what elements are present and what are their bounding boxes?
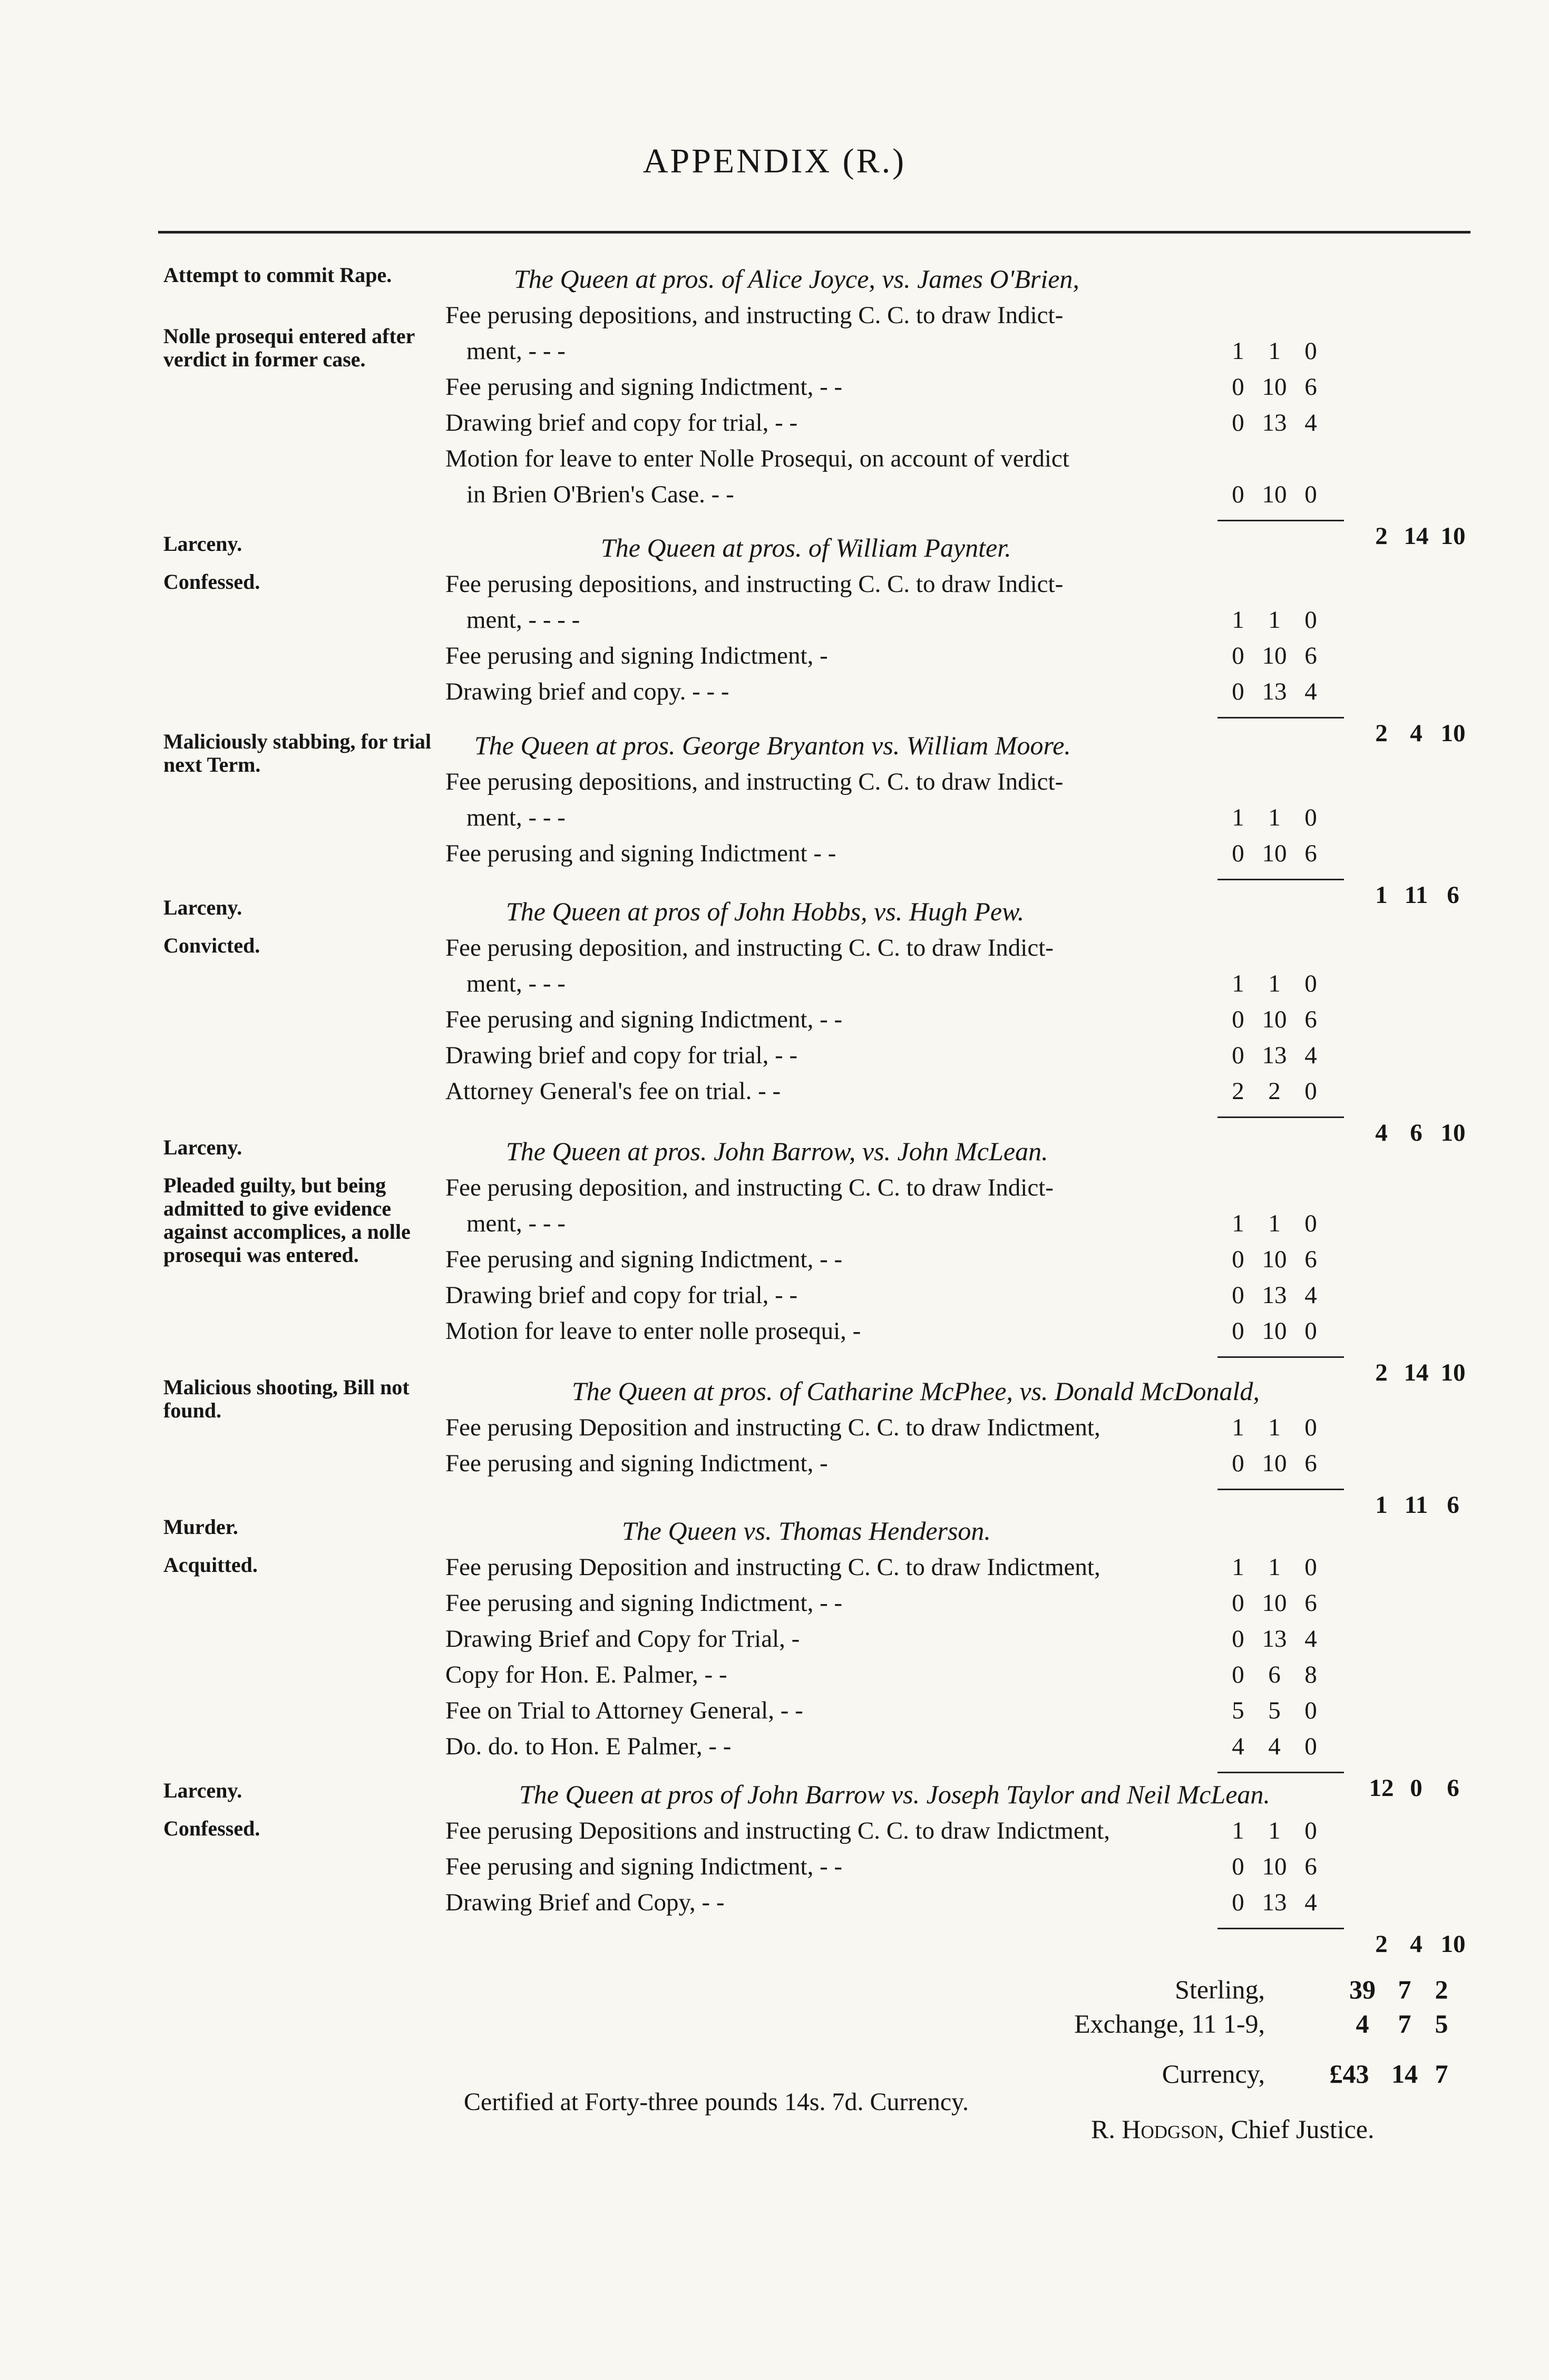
- fee-pence: 8: [1304, 1661, 1317, 1688]
- fee-pounds: 0: [1232, 1042, 1244, 1069]
- fee-description-line: ment, - - -: [466, 337, 566, 365]
- fee-amount: [1223, 1410, 1326, 1445]
- margin-note: Malicious shooting, Bill not found.: [163, 1375, 410, 1422]
- fee-description: [445, 1241, 1183, 1277]
- fee-pounds: 4: [1232, 1733, 1244, 1760]
- fee-shillings: 10: [1262, 373, 1287, 401]
- certification-line: Certified at Forty-three pounds 14s. 7d. Currency.: [464, 2088, 969, 2116]
- fee-pounds: 0: [1232, 1889, 1244, 1916]
- fee-description: [445, 441, 1183, 512]
- fee-pounds: 1: [1232, 606, 1244, 634]
- fee-shillings: 1: [1268, 606, 1281, 634]
- signature-line: [1091, 2114, 1374, 2144]
- fee-description-line: Fee perusing depositions, and instructing C. C. to draw Indict-: [445, 768, 1064, 795]
- sterling-pence: 2: [1435, 1975, 1448, 2004]
- case-caption: The Queen at pros. of Alice Joyce, vs. James O'Brien,: [514, 264, 1079, 294]
- fee-shillings: 1: [1268, 1817, 1281, 1844]
- fee-description-line: Attorney General's fee on trial. - -: [445, 1077, 781, 1105]
- case-subtotal: [1365, 719, 1472, 747]
- fee-pence: 4: [1304, 1042, 1317, 1069]
- subtotal-rule: [1217, 1772, 1344, 1773]
- subtotal-pence: 10: [1440, 1359, 1466, 1386]
- fee-pence: 0: [1304, 1210, 1317, 1237]
- fee-description-line: ment, - - - -: [466, 606, 580, 634]
- fee-pounds: 0: [1232, 1625, 1244, 1653]
- margin-note: Convicted.: [163, 934, 260, 957]
- fee-description: [445, 674, 1183, 710]
- margin-note: Maliciously stabbing, for trial next Term.: [163, 730, 432, 776]
- fee-pounds: 1: [1232, 1414, 1244, 1441]
- currency-pounds: £43: [1329, 2059, 1369, 2088]
- fee-pence: 0: [1304, 1733, 1317, 1760]
- fee-amount: [1223, 800, 1326, 836]
- fee-description: [445, 764, 1183, 836]
- fee-description-line: Do. do. to Hon. E Palmer, - -: [445, 1733, 732, 1760]
- case-subtotal: [1365, 1491, 1472, 1519]
- fee-shillings: 1: [1268, 337, 1281, 365]
- fee-amount: [1223, 1073, 1326, 1109]
- fee-pence: 0: [1304, 1697, 1317, 1724]
- fee-description-line: Fee perusing and signing Indictment, - -: [445, 1246, 843, 1273]
- case-caption: The Queen vs. Thomas Henderson.: [622, 1516, 991, 1546]
- fee-description: [445, 405, 1183, 441]
- fee-description: [445, 566, 1183, 638]
- fee-description-line: Drawing brief and copy for trial, - -: [445, 1281, 798, 1309]
- subtotal-pence: 10: [1440, 720, 1466, 747]
- fee-pence: 0: [1304, 1317, 1317, 1345]
- subtotal-rule: [1217, 1928, 1344, 1929]
- fee-pounds: 0: [1232, 1317, 1244, 1345]
- fee-pence: 0: [1304, 606, 1317, 634]
- fee-pence: 0: [1304, 337, 1317, 365]
- subtotal-pence: 6: [1447, 881, 1459, 909]
- fee-description: [445, 1410, 1183, 1445]
- subtotal-rule: [1217, 717, 1344, 718]
- fee-description-line: Fee perusing and signing Indictment, -: [445, 642, 828, 669]
- margin-note: Pleaded guilty, but being admitted to give evidence against accomplices, a nolle prosequi was entered.: [163, 1173, 411, 1267]
- fee-description-line: Drawing brief and copy for trial, - -: [445, 1042, 798, 1069]
- fee-description-line: Fee perusing Depositions and instructing C. C. to draw Indictment,: [445, 1817, 1110, 1844]
- fee-pounds: 0: [1232, 1450, 1244, 1477]
- fee-description-line: ment, - - -: [466, 970, 566, 997]
- fee-pence: 0: [1304, 1414, 1317, 1441]
- fee-amount: [1223, 477, 1326, 512]
- subtotal-pounds: 2: [1375, 1359, 1388, 1386]
- fee-pence: 6: [1304, 840, 1317, 867]
- fee-pence: 0: [1304, 1553, 1317, 1581]
- subtotal-pounds: 1: [1375, 881, 1388, 909]
- fee-shillings: 10: [1262, 1589, 1287, 1617]
- fee-description-line: Fee perusing deposition, and instructing C. C. to draw Indict-: [445, 1174, 1054, 1201]
- fee-shillings: 1: [1268, 1210, 1281, 1237]
- fee-description: [445, 1621, 1183, 1657]
- fee-shillings: 1: [1268, 804, 1281, 831]
- fee-pence: 0: [1304, 804, 1317, 831]
- fee-shillings: 10: [1262, 481, 1287, 508]
- margin-note: Larceny.: [163, 896, 242, 919]
- fee-amount: [1223, 369, 1326, 405]
- fee-amount: [1223, 966, 1326, 1002]
- fee-description-line: Motion for leave to enter nolle prosequi, -: [445, 1317, 861, 1345]
- fee-amount: [1223, 1549, 1326, 1585]
- fee-pence: 4: [1304, 409, 1317, 436]
- fee-pounds: 0: [1232, 1661, 1244, 1688]
- fee-description-line: Fee perusing depositions, and instructing C. C. to draw Indict-: [445, 302, 1064, 329]
- fee-description: [445, 1170, 1183, 1241]
- fee-amount: [1223, 1884, 1326, 1920]
- fee-description-line: Fee perusing Deposition and instructing C. C. to draw Indictment,: [445, 1553, 1100, 1581]
- currency-shillings: 14: [1391, 2059, 1418, 2088]
- fee-description-line: Fee on Trial to Attorney General, - -: [445, 1697, 803, 1724]
- fee-description-line: Fee perusing depositions, and instructing C. C. to draw Indict-: [445, 570, 1064, 598]
- fee-shillings: 10: [1262, 1317, 1287, 1345]
- fee-description-line: in Brien O'Brien's Case. - -: [466, 481, 734, 508]
- fee-amount: [1223, 1813, 1326, 1849]
- fee-amount: [1223, 1728, 1326, 1764]
- subtotal-pence: 10: [1440, 1930, 1466, 1958]
- exchange-pounds: 4: [1356, 2009, 1369, 2038]
- fee-pounds: 0: [1232, 1589, 1244, 1617]
- fee-description-line: Fee perusing and signing Indictment, - -: [445, 1589, 843, 1617]
- fee-pence: 0: [1304, 1077, 1317, 1105]
- subtotal-shillings: 0: [1410, 1774, 1423, 1802]
- fee-amount: [1223, 1585, 1326, 1621]
- exchange-value: [1339, 2008, 1460, 2039]
- margin-note: Nolle prosequi entered after verdict in former case.: [163, 324, 415, 371]
- fee-pounds: 0: [1232, 1281, 1244, 1309]
- currency-label: Currency,: [1162, 2059, 1265, 2088]
- fee-shillings: 13: [1262, 678, 1287, 705]
- case-subtotal: [1365, 881, 1472, 909]
- fee-description: [445, 1849, 1183, 1884]
- fee-description: [445, 1002, 1183, 1037]
- exchange-pence: 5: [1435, 2009, 1448, 2038]
- case-subtotal: [1365, 1930, 1472, 1958]
- fee-shillings: 10: [1262, 1450, 1287, 1477]
- header-rule: [158, 231, 1470, 234]
- fee-shillings: 4: [1268, 1733, 1281, 1760]
- fee-description-line: ment, - - -: [466, 1210, 566, 1237]
- fee-pence: 4: [1304, 1281, 1317, 1309]
- fee-pounds: 0: [1232, 678, 1244, 705]
- fee-description: [445, 1884, 1183, 1920]
- case-subtotal: [1365, 1774, 1472, 1802]
- fee-pounds: 1: [1232, 1553, 1244, 1581]
- case-caption: The Queen at pros of John Hobbs, vs. Hugh Pew.: [506, 897, 1025, 926]
- currency-pence: 7: [1435, 2059, 1448, 2088]
- fee-description: [445, 369, 1183, 405]
- fee-description-line: Fee perusing and signing Indictment, - -: [445, 1853, 843, 1880]
- signature-name: Hodgson: [1122, 2114, 1218, 2144]
- subtotal-pence: 6: [1447, 1774, 1459, 1802]
- fee-pounds: 0: [1232, 840, 1244, 867]
- fee-shillings: 10: [1262, 1853, 1287, 1880]
- subtotal-shillings: 14: [1404, 1359, 1429, 1386]
- fee-shillings: 1: [1268, 1414, 1281, 1441]
- currency-value: [1312, 2058, 1460, 2089]
- subtotal-pounds: 2: [1375, 720, 1388, 747]
- fee-pounds: 0: [1232, 642, 1244, 669]
- fee-amount: [1223, 1313, 1326, 1349]
- case-subtotal: [1365, 1358, 1472, 1387]
- subtotal-pounds: 1: [1375, 1491, 1388, 1519]
- margin-note: Acquitted.: [163, 1553, 258, 1577]
- fee-pounds: 0: [1232, 1246, 1244, 1273]
- fee-description: [445, 1693, 1183, 1728]
- fee-description-line: Motion for leave to enter Nolle Prosequi, on account of verdict: [445, 445, 1069, 472]
- fee-description: [445, 1657, 1183, 1693]
- sterling-label: Sterling,: [1175, 1975, 1265, 2004]
- signature-initial: R.: [1091, 2114, 1115, 2144]
- exchange-shillings: 7: [1398, 2009, 1411, 2038]
- fee-pence: 0: [1304, 1817, 1317, 1844]
- fee-pounds: 1: [1232, 804, 1244, 831]
- fee-shillings: 10: [1262, 1246, 1287, 1273]
- fee-shillings: 6: [1268, 1661, 1281, 1688]
- fee-description-line: Fee perusing Deposition and instructing C. C. to draw Indictment,: [445, 1414, 1100, 1441]
- subtotal-rule: [1217, 1116, 1344, 1118]
- fee-pounds: 1: [1232, 337, 1244, 365]
- fee-pounds: 0: [1232, 1006, 1244, 1033]
- fee-description-line: ment, - - -: [466, 804, 566, 831]
- fee-description-line: Fee perusing and signing Indictment, - -: [445, 1006, 843, 1033]
- fee-amount: [1223, 638, 1326, 674]
- subtotal-pounds: 2: [1375, 522, 1388, 550]
- fee-shillings: 13: [1262, 409, 1287, 436]
- fee-description: [445, 1549, 1183, 1585]
- subtotal-pence: 10: [1440, 522, 1466, 550]
- fee-pence: 6: [1304, 642, 1317, 669]
- fee-pence: 6: [1304, 1853, 1317, 1880]
- fee-amount: [1223, 602, 1326, 638]
- fee-description: [445, 1813, 1183, 1849]
- fee-description-line: Fee perusing deposition, and instructing C. C. to draw Indict-: [445, 934, 1054, 961]
- fee-pence: 6: [1304, 1006, 1317, 1033]
- fee-pounds: 0: [1232, 1853, 1244, 1880]
- fee-description: [445, 1313, 1183, 1349]
- subtotal-shillings: 6: [1410, 1119, 1423, 1147]
- subtotal-shillings: 4: [1410, 1930, 1423, 1958]
- fee-description: [445, 638, 1183, 674]
- fee-shillings: 13: [1262, 1889, 1287, 1916]
- fee-shillings: 13: [1262, 1625, 1287, 1653]
- fee-description: [445, 930, 1183, 1002]
- fee-pence: 6: [1304, 1450, 1317, 1477]
- fee-description: [445, 1445, 1183, 1481]
- fee-description-line: Drawing Brief and Copy, - -: [445, 1889, 725, 1916]
- fee-amount: [1223, 405, 1326, 441]
- sterling-shillings: 7: [1398, 1975, 1411, 2004]
- subtotal-rule: [1217, 879, 1344, 880]
- case-caption: The Queen at pros of John Barrow vs. Joseph Taylor and Neil McLean.: [519, 1780, 1270, 1809]
- subtotal-shillings: 11: [1404, 1491, 1428, 1519]
- subtotal-pence: 6: [1447, 1491, 1459, 1519]
- fee-pounds: 5: [1232, 1697, 1244, 1724]
- fee-pounds: 0: [1232, 409, 1244, 436]
- case-caption: The Queen at pros. John Barrow, vs. John McLean.: [506, 1136, 1048, 1166]
- fee-amount: [1223, 1657, 1326, 1693]
- fee-description-line: Drawing Brief and Copy for Trial, -: [445, 1625, 800, 1653]
- fee-description-line: Fee perusing and signing Indictment - -: [445, 840, 836, 867]
- margin-note: Larceny.: [163, 532, 242, 556]
- subtotal-shillings: 11: [1404, 881, 1428, 909]
- fee-shillings: 1: [1268, 1553, 1281, 1581]
- fee-amount: [1223, 1037, 1326, 1073]
- margin-note: Attempt to commit Rape.: [163, 263, 392, 287]
- fee-amount: [1223, 1445, 1326, 1481]
- fee-amount: [1223, 1693, 1326, 1728]
- subtotal-shillings: 14: [1404, 522, 1429, 550]
- case-caption: The Queen at pros. of William Paynter.: [601, 533, 1011, 562]
- margin-note: Confessed.: [163, 1816, 260, 1840]
- fee-pounds: 1: [1232, 970, 1244, 997]
- case-subtotal: [1365, 522, 1472, 550]
- fee-amount: [1223, 1277, 1326, 1313]
- subtotal-pounds: 12: [1369, 1774, 1394, 1802]
- fee-amount: [1223, 1002, 1326, 1037]
- fee-pence: 6: [1304, 1246, 1317, 1273]
- fee-shillings: 13: [1262, 1281, 1287, 1309]
- fee-shillings: 1: [1268, 970, 1281, 997]
- case-subtotal: [1365, 1119, 1472, 1147]
- fee-description: [445, 1037, 1183, 1073]
- fee-amount: [1223, 1621, 1326, 1657]
- fee-description: [445, 1585, 1183, 1621]
- case-caption: The Queen at pros. of Catharine McPhee, vs. Donald McDonald,: [572, 1376, 1260, 1406]
- fee-amount: [1223, 1849, 1326, 1884]
- fee-description-line: Copy for Hon. E. Palmer, - -: [445, 1661, 727, 1688]
- subtotal-rule: [1217, 520, 1344, 521]
- margin-note: Larceny.: [163, 1779, 242, 1802]
- fee-amount: [1223, 836, 1326, 871]
- subtotal-pence: 10: [1440, 1119, 1466, 1147]
- subtotal-shillings: 4: [1410, 720, 1423, 747]
- fee-amount: [1223, 1206, 1326, 1241]
- fee-pence: 6: [1304, 373, 1317, 401]
- fee-amount: [1223, 333, 1326, 369]
- subtotal-pounds: 4: [1375, 1119, 1388, 1147]
- fee-description: [445, 297, 1183, 369]
- fee-shillings: 10: [1262, 642, 1287, 669]
- subtotal-rule: [1217, 1356, 1344, 1358]
- exchange-label: Exchange, 11 1-9,: [1074, 2009, 1265, 2038]
- fee-pence: 0: [1304, 481, 1317, 508]
- margin-note: Larceny.: [163, 1135, 242, 1159]
- fee-description-line: Drawing brief and copy for trial, - -: [445, 409, 798, 436]
- fee-pounds: 2: [1232, 1077, 1244, 1105]
- fee-amount: [1223, 674, 1326, 710]
- fee-pounds: 1: [1232, 1210, 1244, 1237]
- subtotal-pounds: 2: [1375, 1930, 1388, 1958]
- case-caption: The Queen at pros. George Bryanton vs. William Moore.: [474, 731, 1071, 760]
- page-title: APPENDIX (R.): [642, 142, 907, 180]
- fee-pence: 4: [1304, 678, 1317, 705]
- margin-note: Confessed.: [163, 570, 260, 594]
- fee-description: [445, 1073, 1183, 1109]
- fee-description: [445, 836, 1183, 871]
- fee-description-line: Drawing brief and copy. - - -: [445, 678, 729, 705]
- fee-shillings: 13: [1262, 1042, 1287, 1069]
- sterling-pounds: 39: [1349, 1975, 1376, 2004]
- fee-shillings: 5: [1268, 1697, 1281, 1724]
- fee-description: [445, 1277, 1183, 1313]
- signature-title: , Chief Justice.: [1217, 2114, 1375, 2144]
- fee-pence: 0: [1304, 970, 1317, 997]
- fee-shillings: 10: [1262, 1006, 1287, 1033]
- fee-shillings: 2: [1268, 1077, 1281, 1105]
- fee-description-line: Fee perusing and signing Indictment, -: [445, 1450, 828, 1477]
- fee-pence: 4: [1304, 1889, 1317, 1916]
- fee-pence: 6: [1304, 1589, 1317, 1617]
- fee-shillings: 10: [1262, 840, 1287, 867]
- sterling-value: [1339, 1974, 1460, 2005]
- subtotal-rule: [1217, 1489, 1344, 1490]
- fee-description-line: Fee perusing and signing Indictment, - -: [445, 373, 843, 401]
- fee-pence: 4: [1304, 1625, 1317, 1653]
- fee-pounds: 0: [1232, 481, 1244, 508]
- fee-pounds: 0: [1232, 373, 1244, 401]
- fee-pounds: 1: [1232, 1817, 1244, 1844]
- fee-description: [445, 1728, 1183, 1764]
- margin-note: Murder.: [163, 1515, 238, 1539]
- fee-amount: [1223, 1241, 1326, 1277]
